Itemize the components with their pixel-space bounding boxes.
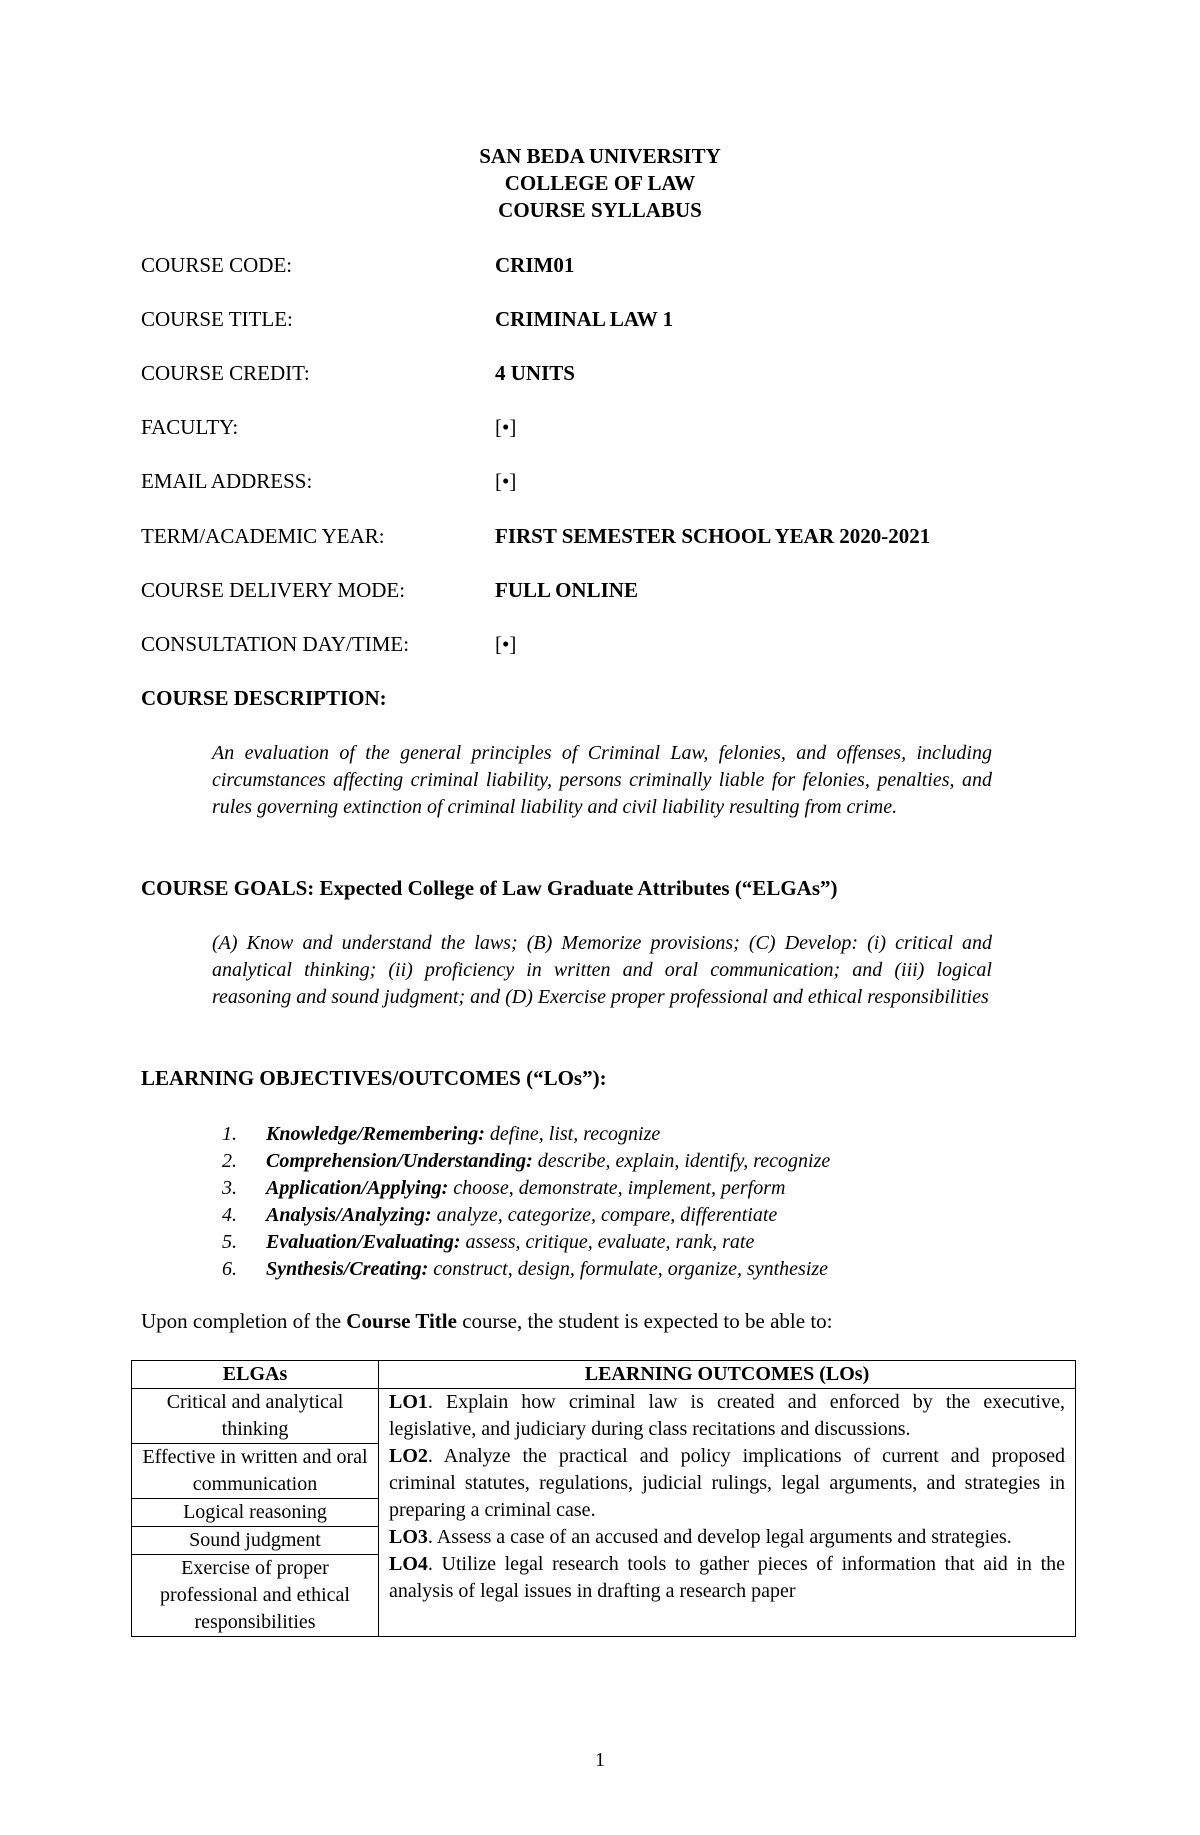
table-header-row	[132, 1361, 1076, 1389]
list-item	[222, 1229, 830, 1256]
document-header	[0, 143, 1200, 224]
faculty-label: FACULTY:	[141, 415, 239, 439]
list-item	[222, 1256, 830, 1283]
learning-outcome	[389, 1524, 1065, 1551]
term-value: FIRST SEMESTER SCHOOL YEAR 2020-2021	[495, 524, 931, 548]
learning-outcomes-cell	[379, 1389, 1076, 1637]
objective-term: Evaluation/Evaluating:	[266, 1231, 461, 1253]
description-heading: COURSE DESCRIPTION:	[141, 686, 387, 710]
list-number: 1.	[222, 1123, 237, 1145]
university-name: SAN BEDA UNIVERSITY	[479, 144, 721, 168]
completion-intro	[141, 1309, 833, 1334]
list-item	[222, 1148, 830, 1175]
document-type: COURSE SYLLABUS	[498, 198, 702, 222]
elga-item: Logical reasoning	[132, 1499, 378, 1527]
table-row	[132, 1389, 1076, 1637]
objective-desc: choose, demonstrate, implement, perform	[448, 1177, 786, 1199]
intro-text: Upon completion of the	[141, 1309, 347, 1333]
elga-item: Exercise of proper professional and ethical responsibilities	[160, 1557, 350, 1633]
course-title-label: COURSE TITLE:	[141, 307, 293, 331]
delivery-mode-label: COURSE DELIVERY MODE:	[141, 578, 406, 602]
list-number: 5.	[222, 1231, 237, 1253]
goals-heading: COURSE GOALS: Expected College of Law Graduate Attributes (“ELGAs”)	[141, 876, 838, 900]
course-credit-value: 4 UNITS	[495, 361, 575, 385]
email-label: EMAIL ADDRESS:	[141, 469, 313, 493]
list-number: 3.	[222, 1177, 237, 1199]
lo-text: . Analyze the practical and policy implications of current and proposed criminal statutes, regulations, judicial rulings, legal arguments, and strategies in preparing a criminal case.	[389, 1445, 1065, 1521]
table-header-elgas: ELGAs	[132, 1361, 379, 1389]
table-header-los: LEARNING OUTCOMES (LOs)	[379, 1361, 1076, 1389]
objective-term: Analysis/Analyzing:	[266, 1204, 432, 1226]
objective-desc: analyze, categorize, compare, differentiate	[431, 1204, 778, 1226]
learning-outcome	[389, 1443, 1065, 1524]
elga-item: Critical and analytical thinking	[132, 1389, 378, 1444]
list-item	[222, 1202, 830, 1229]
lo-code: LO2	[389, 1445, 428, 1467]
objective-term: Application/Applying:	[266, 1177, 449, 1199]
consultation-value: [•]	[495, 632, 517, 656]
elgas-cell	[132, 1389, 379, 1637]
term-label: TERM/ACADEMIC YEAR:	[141, 524, 385, 548]
lo-code: LO1	[389, 1391, 428, 1413]
objective-desc: construct, design, formulate, organize, synthesize	[428, 1258, 829, 1280]
lo-text: . Explain how criminal law is created and enforced by the executive, legislative, and judiciary during class recitations and discussions.	[389, 1391, 1065, 1440]
objective-desc: assess, critique, evaluate, rank, rate	[460, 1231, 755, 1253]
course-credit-label: COURSE CREDIT:	[141, 361, 310, 385]
list-number: 6.	[222, 1258, 237, 1280]
objective-term: Knowledge/Remembering:	[266, 1123, 485, 1145]
email-value: [•]	[495, 469, 517, 493]
page-number: 1	[595, 1749, 605, 1771]
consultation-label: CONSULTATION DAY/TIME:	[141, 632, 410, 656]
delivery-mode-value: FULL ONLINE	[495, 578, 638, 602]
goals-text: (A) Know and understand the laws; (B) Memorize provisions; (C) Develop: (i) critical and analytical thinking; (ii) proficiency in written and oral communication; and (iii) logical reasoning and sound judgment; and (D) Exercise proper professional and ethical responsibilities	[212, 932, 992, 1008]
college-name: COLLEGE OF LAW	[504, 171, 696, 195]
list-item	[222, 1121, 830, 1148]
objective-term: Synthesis/Creating:	[266, 1258, 429, 1280]
intro-bold-text: Course Title	[346, 1309, 457, 1333]
lo-code: LO4	[389, 1553, 428, 1575]
list-number: 4.	[222, 1204, 237, 1226]
course-code-label: COURSE CODE:	[141, 253, 293, 277]
learning-outcome	[389, 1551, 1065, 1605]
elga-item: Sound judgment	[132, 1527, 378, 1555]
lo-text: . Utilize legal research tools to gather pieces of information that aid in the analysis of legal issues in drafting a research paper	[389, 1553, 1065, 1602]
course-code-value: CRIM01	[495, 253, 575, 277]
intro-text: course, the student is expected to be able to:	[456, 1309, 833, 1333]
objective-desc: describe, explain, identify, recognize	[532, 1150, 831, 1172]
description-text: An evaluation of the general principles of Criminal Law, felonies, and offenses, including circumstances affecting criminal liability, persons criminally liable for felonies, penalties, and rules governing extinction of criminal liability and civil liability resulting from crime.	[212, 742, 992, 818]
elga-lo-table	[131, 1360, 1076, 1637]
list-item	[222, 1175, 830, 1202]
learning-outcome	[389, 1389, 1065, 1443]
faculty-value: [•]	[495, 415, 517, 439]
objectives-list	[222, 1121, 830, 1283]
elga-item: Effective in written and oral communication	[132, 1444, 378, 1499]
course-title-value: CRIMINAL LAW 1	[495, 307, 674, 331]
lo-code: LO3	[389, 1526, 428, 1548]
list-number: 2.	[222, 1150, 237, 1172]
objective-term: Comprehension/Understanding:	[266, 1150, 533, 1172]
objectives-heading: LEARNING OBJECTIVES/OUTCOMES (“LOs”):	[141, 1066, 607, 1090]
objective-desc: define, list, recognize	[484, 1123, 661, 1145]
lo-text: . Assess a case of an accused and develop legal arguments and strategies.	[427, 1526, 1012, 1548]
